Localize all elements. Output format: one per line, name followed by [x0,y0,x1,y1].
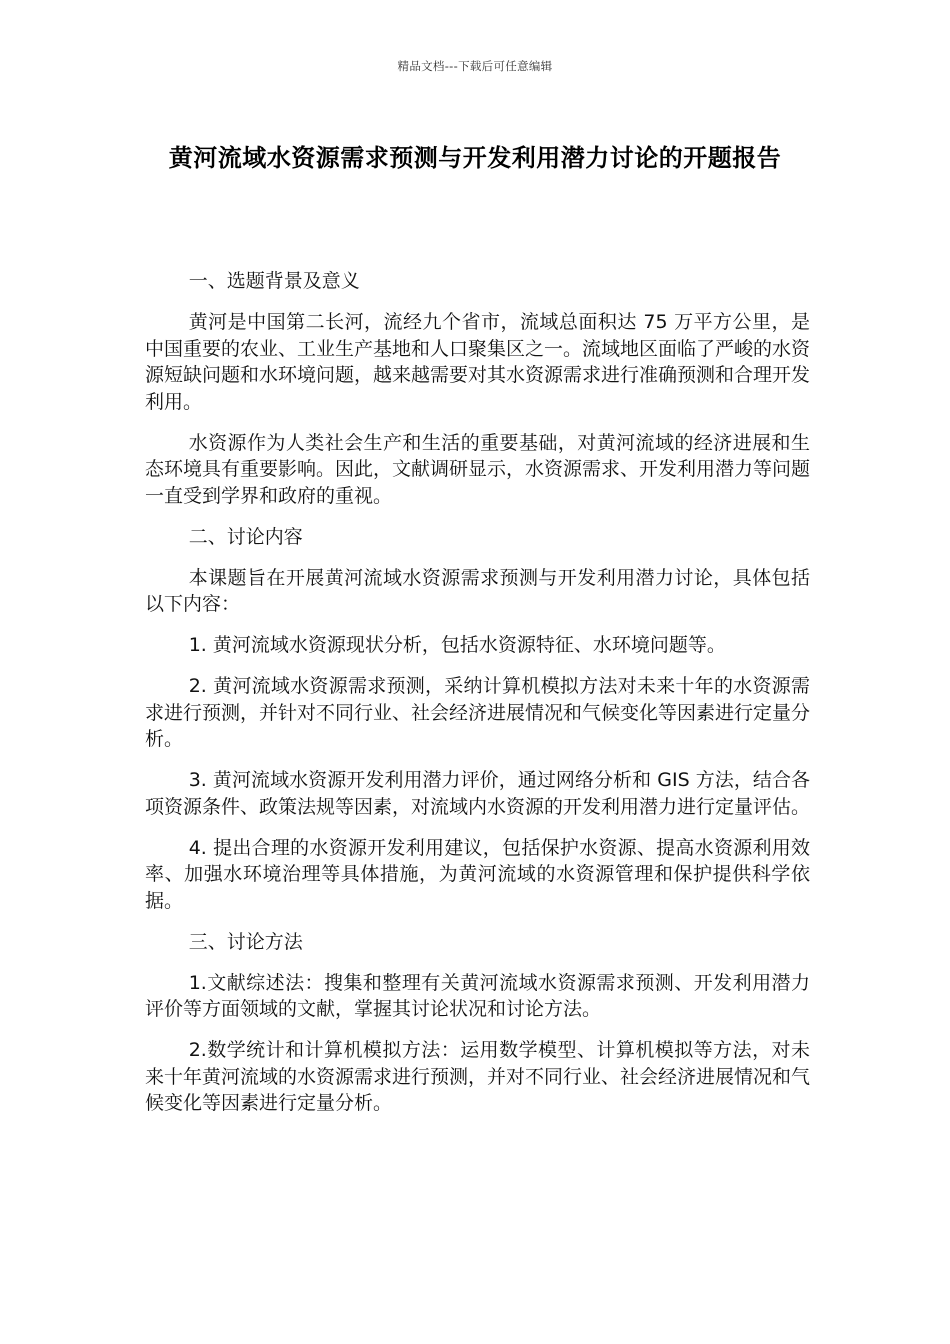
list-item: 4. 提出合理的水资源开发利用建议，包括保护水资源、提高水资源利用效率、加强水环境治理等具体措施，为黄河流域的水资源管理和保护提供科学依据。 [145,836,810,912]
list-item: 1.文献综述法：搜集和整理有关黄河流域水资源需求预测、开发利用潜力评价等方面领域的文献，掌握其讨论状况和讨论方法。 [145,971,810,1020]
list-item: 1. 黄河流域水资源现状分析，包括水资源特征、水环境问题等。 [188,634,726,656]
document-body [145,268,810,1117]
paragraph: 本课题旨在开展黄河流域水资源需求预测与开发利用潜力讨论，具体包括以下内容： [145,566,810,615]
document-title: 黄河流域水资源需求预测与开发利用潜力讨论的开题报告 [168,144,782,172]
list-item: 2. 黄河流域水资源需求预测，采纳计算机模拟方法对未来十年的水资源需求进行预测，并针对不同行业、社会经济进展情况和气候变化等因素进行定量分析。 [145,675,811,750]
paragraph: 黄河是中国第二长河，流经九个省市，流域总面积达 75 万平方公里，是中国重要的农业、工业生产基地和人口聚集区之一。流域地区面临了严峻的水资源短缺问题和水环境问题，越来越需要对其水资源需求进行准确预测和合理开发利用。 [145,311,811,413]
section-heading-background: 一、选题背景及意义 [188,270,360,292]
section-heading-methods: 三、讨论方法 [188,930,303,953]
list-item: 3. 黄河流域水资源开发利用潜力评价，通过网络分析和 GIS 方法，结合各项资源条件、政策法规等因素，对流域内水资源的开发利用潜力进行定量评估。 [145,769,811,818]
list-item: 2.数学统计和计算机模拟方法：运用数学模型、计算机模拟等方法，对未来十年黄河流域的水资源需求进行预测，并对不同行业、社会经济进展情况和气候变化等因素进行定量分析。 [145,1039,811,1114]
header-note: 精品文档---下载后可任意编辑 [397,59,553,73]
section-heading-content: 二、讨论内容 [188,525,303,548]
paragraph: 水资源作为人类社会生产和生活的重要基础，对黄河流域的经济进展和生态环境具有重要影响。因此，文献调研显示，水资源需求、开发利用潜力等问题一直受到学界和政府的重视。 [145,431,811,507]
